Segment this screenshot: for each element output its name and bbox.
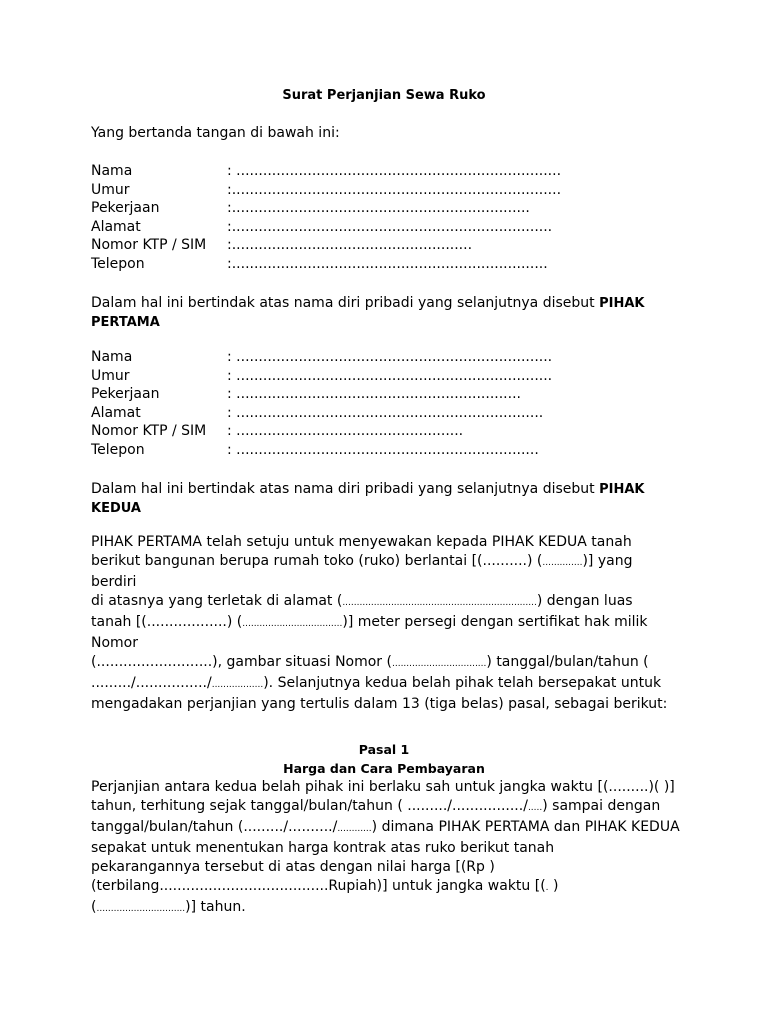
field-row [91, 367, 552, 386]
field-label: Telepon [91, 441, 145, 458]
field-value: : ....................................................................... [227, 349, 553, 365]
paragraph-line: Nomor [91, 635, 138, 651]
document-title: Surat Perjanjian Sewa Ruko [282, 88, 486, 103]
agreement-paragraph [91, 533, 691, 714]
party-name-bold: PIHAK [599, 296, 645, 311]
field-label: Nomor KTP / SIM [91, 423, 207, 440]
party-name-bold: PIHAK [599, 482, 645, 497]
paragraph-line [91, 674, 691, 695]
paragraph-line: mengadakan perjanjian yang tertulis dalam 13 (tiga belas) pasal, sebagai berikut: [91, 696, 668, 712]
text-run: ........./................/ [91, 675, 212, 691]
field-label: Nomor KTP / SIM [91, 237, 207, 254]
text-run: .................................................................... [342, 598, 537, 608]
text-run: )] meter persegi dengan sertifikat hak milik [342, 614, 648, 630]
text-run: ............ [337, 824, 372, 834]
text-run: . [545, 883, 549, 893]
party-name-bold: KEDUA [91, 501, 141, 516]
text-run: )] tahun. [185, 899, 246, 915]
field-value: :...................................................... [227, 237, 473, 254]
field-value: : ......................................................................... [227, 163, 562, 179]
field-value: :.......................................................................... [227, 181, 562, 198]
text-run: (terbilang......................................Rupiah)] untuk jangka waktu [( [91, 878, 546, 894]
paragraph-line [91, 653, 691, 674]
field-label: Nama [91, 163, 133, 179]
field-row [91, 348, 552, 367]
field-value: : .................................................................... [227, 441, 539, 458]
field-label: Umur [91, 367, 130, 384]
field-label: Alamat [91, 218, 141, 235]
field-label: Pekerjaan [91, 386, 160, 403]
field-label: Pekerjaan [91, 200, 160, 217]
text-run: )] yang [582, 553, 633, 569]
pasal1-paragraph [91, 778, 691, 919]
text-run: ( [91, 899, 97, 915]
field-value: : ....................................................................... [227, 367, 553, 384]
section-heading: Pasal 1 [358, 742, 410, 757]
party2-statement [91, 480, 691, 518]
field-row [91, 441, 552, 460]
field-label: Telepon [91, 255, 145, 272]
text-run: ) [548, 878, 559, 894]
field-row [91, 162, 561, 181]
paragraph-line [91, 898, 691, 919]
field-row [91, 404, 552, 423]
paragraph-line [91, 877, 691, 898]
text-run: ................................. [391, 659, 487, 669]
field-value: :....................................................................... [227, 255, 548, 272]
paragraph-line: berdiri [91, 574, 137, 590]
statement-text: Dalam hal ini bertindak atas nama diri pribadi yang selanjutnya disebut [91, 295, 600, 311]
text-run: ................................... [242, 619, 343, 629]
paragraph-line: PIHAK PERTAMA telah setuju untuk menyewakan kepada PIHAK KEDUA tanah [91, 534, 632, 550]
field-label: Alamat [91, 404, 141, 421]
text-run: ). Selanjutnya kedua belah pihak telah bersepakat untuk [263, 675, 662, 691]
paragraph-line [91, 613, 691, 634]
text-run: ) sampai dengan [542, 798, 661, 814]
field-row [91, 218, 561, 237]
statement-text: Dalam hal ini bertindak atas nama diri pribadi yang selanjutnya disebut [91, 481, 600, 497]
text-run: berikut bangunan berupa rumah toko (ruko) berlantai [(..........) ( [91, 553, 543, 569]
text-run: ) tanggal/bulan/tahun ( [486, 654, 649, 670]
paragraph-line [91, 818, 691, 839]
field-value: : ..................................................................... [227, 404, 544, 421]
field-row [91, 181, 561, 200]
text-run: tanggal/bulan/tahun (........./........../ [91, 819, 338, 835]
party2-fields [91, 348, 552, 460]
text-run: ) dimana PIHAK PERTAMA dan PIHAK KEDUA [371, 819, 680, 835]
field-value: :........................................................................ [227, 218, 553, 235]
party1-fields [91, 162, 561, 274]
paragraph-line [91, 592, 691, 613]
field-row [91, 236, 561, 255]
text-run: (..........................), gambar situasi Nomor ( [91, 654, 392, 670]
party-name-bold: PERTAMA [91, 315, 160, 330]
paragraph-line: pekarangannya tersebut di atas dengan nilai harga [(Rp ) [91, 859, 495, 875]
field-row [91, 199, 561, 218]
paragraph-line: Perjanjian antara kedua belah pihak ini berlaku sah untuk jangka waktu [(.........)( )] [91, 779, 675, 795]
text-run: tahun, terhitung sejak tanggal/bulan/tahun ( ........./................/ [91, 798, 528, 814]
text-run: .............. [542, 558, 583, 568]
field-row [91, 422, 552, 441]
text-run: ) dengan luas [536, 593, 633, 609]
field-label: Nama [91, 349, 133, 365]
text-run: tanah [(..................) ( [91, 614, 243, 630]
text-run: ............................... [96, 904, 186, 914]
field-value: :................................................................... [227, 200, 530, 217]
text-run: di atasnya yang terletak di alamat ( [91, 593, 343, 609]
paragraph-line: sepakat untuk menentukan harga kontrak atas ruko berikut tanah [91, 840, 555, 856]
field-value: : ................................................... [227, 423, 464, 440]
party1-statement [91, 294, 691, 332]
field-value: : ................................................................ [227, 386, 521, 403]
field-label: Umur [91, 181, 130, 198]
field-row [91, 255, 561, 274]
paragraph-line [91, 797, 691, 818]
section-subheading: Harga dan Cara Pembayaran [283, 761, 485, 776]
text-run: .................. [211, 680, 264, 690]
paragraph-line [91, 552, 691, 573]
intro-text: Yang bertanda tangan di bawah ini: [91, 125, 340, 141]
field-row [91, 385, 552, 404]
text-run: ..... [527, 803, 543, 813]
